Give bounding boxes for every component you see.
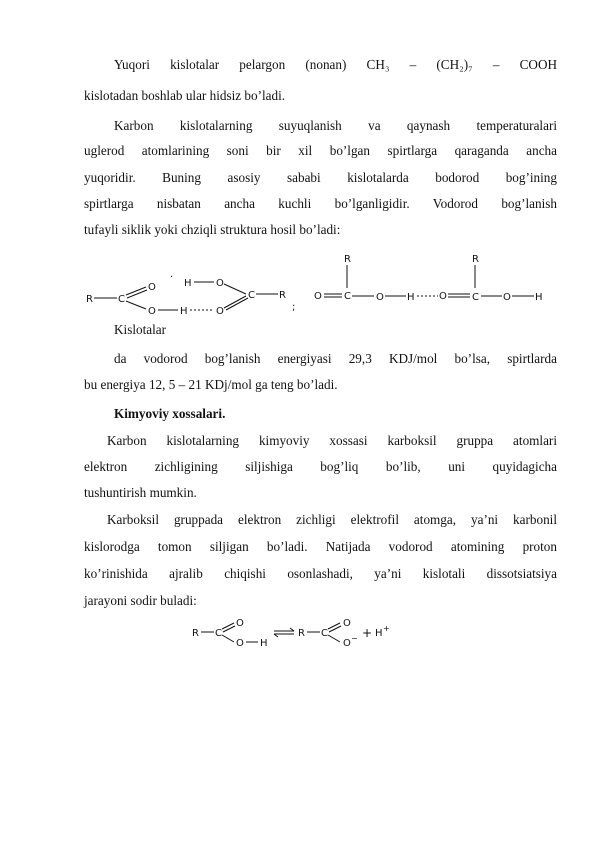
paragraph-1-line-2: kislotadan boshlab ular hidsiz bo’ladi. (84, 88, 286, 103)
paragraph-1-line-1: Yuqori kislotalar pelargon (nonan) CH₃ – (CH₂)₇ – COOH (114, 57, 557, 72)
scheme2-plus: + (362, 626, 373, 640)
scheme2-lhs-h: H (260, 638, 268, 649)
scheme1-c2: C (248, 290, 255, 301)
scheme1-h-top: H (184, 278, 192, 289)
scheme2-lhs-o-top: O (236, 618, 244, 629)
scheme1-chain-h1: H (407, 292, 415, 303)
paragraph-3-line-3: bu energiya 12, 5 – 21 KDj/mol ga teng bo’ladi. (84, 377, 338, 392)
paragraph-5-line-1: Karboksil gruppada elektron zichligi elektrofil atomga, ya’ni karbonil (107, 512, 557, 527)
section-heading: Kimyoviy xossalari. (114, 406, 226, 421)
scheme1-c1: C (118, 294, 125, 305)
hydrogen-bond-scheme (84, 250, 554, 320)
scheme1-o-top2: O (216, 278, 224, 289)
paragraph-5-line-4: jarayoni sodir buladi: (84, 593, 197, 608)
scheme1-sep-dot: · (170, 272, 174, 283)
scheme1-chain-o3: O (439, 291, 447, 302)
scheme2-rhs-minus: − (351, 634, 358, 643)
scheme1-o-bottom2: O (216, 306, 224, 317)
paragraph-5-line-2: kislorodga tomon siljigan bo’ladi. Natijada vodorod atomining proton (84, 539, 557, 554)
scheme2-lhs-r: R (192, 628, 199, 639)
scheme2-lhs-o-bottom: O (236, 638, 244, 649)
scheme1-chain-o2: O (376, 292, 384, 303)
scheme1-separator: ; (292, 302, 296, 313)
scheme2-rhs-o-bottom: O (343, 638, 351, 649)
scheme1-o-bottom: O (148, 306, 156, 317)
paragraph-3-line-1: Kislotalar (114, 322, 167, 337)
paragraph-2-line-2: uglerod atomlarining soni bir xil bo’lgan spirtlarga qaraganda ancha (84, 143, 557, 158)
paragraph-2-line-4: spirtlarga nisbatan ancha kuchli bo’lganligidir. Vodorod bog’lanish (84, 196, 557, 211)
scheme1-h-bottom: H (180, 306, 188, 317)
paragraph-4-line-1: Karbon kislotalarning kimyoviy xossasi karboksil gruppa atomlari (107, 433, 557, 448)
scheme2-lhs-c: C (215, 628, 222, 639)
scheme1-r2: R (279, 290, 286, 301)
scheme1-o-top: O (148, 282, 156, 293)
scheme1-chain-c1: C (344, 291, 351, 302)
paragraph-3-line-2: da vodorod bog’lanish energiyasi 29,3 KDJ/mol bo’lsa, spirtlarda (114, 351, 557, 366)
scheme1-r1: R (86, 294, 93, 305)
scheme1-chain-o4: O (503, 292, 511, 303)
dissociation-scheme (190, 616, 420, 656)
paragraph-2-line-3: yuqoridir. Buning asosiy sababi kislotalarda bodorod bog’ining (84, 170, 557, 185)
scheme2-rhs-o-top: O (343, 618, 351, 629)
scheme2-proton-charge: + (383, 624, 390, 633)
scheme2-rhs-c: C (321, 628, 328, 639)
paragraph-4-line-2: elektron zichligining siljishiga bog’liq bo’lib, uni quyidagicha (84, 459, 557, 474)
scheme2-rhs-r: R (298, 628, 305, 639)
paragraph-5-line-3: ko’rinishida ajralib chiqishi osonlashadi, ya’ni kislotali dissotsiatsiya (84, 566, 557, 581)
scheme1-chain-r-a: R (344, 254, 351, 265)
scheme1-chain-h2: H (535, 292, 543, 303)
paragraph-2-line-1: Karbon kislotalarning suyuqlanish va qaynash temperaturalari (114, 118, 557, 133)
scheme1-chain-c2: C (472, 292, 479, 303)
paragraph-2-line-5: tufayli siklik yoki chziqli struktura hosil bo’ladi: (84, 222, 341, 237)
paragraph-4-line-3: tushuntirish mumkin. (84, 485, 197, 500)
scheme1-chain-o1: O (314, 291, 322, 302)
scheme2-proton: H (375, 628, 383, 639)
scheme1-chain-r-b: R (472, 254, 479, 265)
